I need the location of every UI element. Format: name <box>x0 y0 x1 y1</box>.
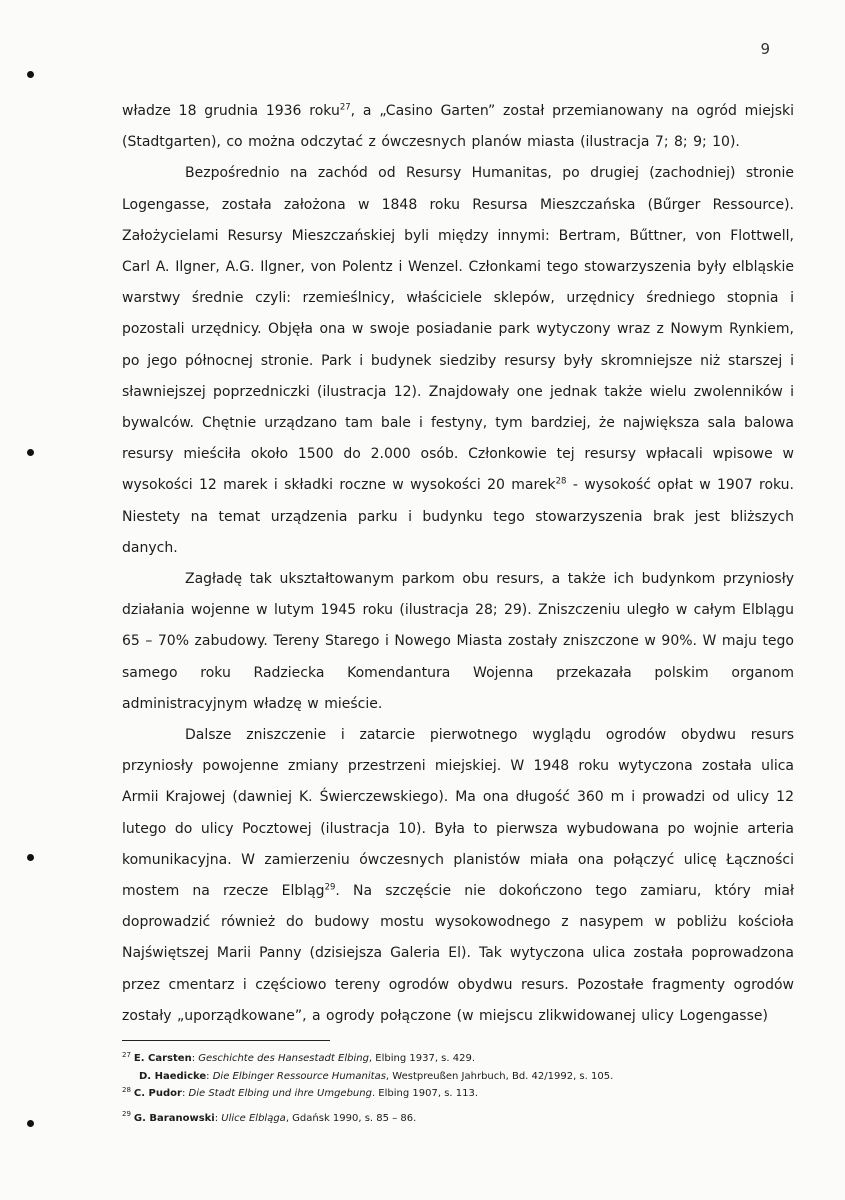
footnote-author: E. Carsten <box>133 1053 192 1064</box>
footnote-details: , Westpreußen Jahrbuch, Bd. 42/1992, s. 105. <box>385 1070 614 1082</box>
footnote-marker: 27 <box>122 1050 131 1059</box>
footnote: $^{29}$ G. Baranowski: Ulice Elbląga, Gdańsk 1990, s. 85 – 86. <box>122 1110 417 1124</box>
page-number: 9 <box>760 40 770 58</box>
footnote: $^{27}$ E. Carsten: Geschichte des Hansestadt Elbing, Elbing 1937, s. 429. <box>122 1050 476 1064</box>
footnote-marker: 28 <box>122 1085 131 1094</box>
main-text <box>122 96 794 1032</box>
paragraph <box>122 720 794 1032</box>
footnote-title: Geschichte des Hansestadt Elbing <box>198 1053 369 1064</box>
paragraph-text: Bezpośrednio na zachód od Resursy Humanitas, po drugiej (zachodniej) stronie Logengasse, została założona w 1848 roku Resursa Mieszczańska (Bűrger Ressource). Założycielami Resursy Mieszczańskiej byli między innymi: Bertram, Bűttner, von Flottwell, Carl A. Ilgner, A.G. Ilgner, von Polentz i Wenzel. Członkami tego stowarzyszenia były elbląskie warstwy średnie czyli: rzemieślnicy, właściciele sklepów, urzędnicy średniego stopnia i pozostali urzędnicy. Objęła ona w swoje posiadanie park wytyczony wraz z Nowym Rynkiem, po jego północnej stronie. Park i budynek siedziby resursy były skromniejsze niż starszej i sławniejszej poprzedniczki (ilustracja 12). Znajdowały one jednak także wielu zwolenników i bywalców. Chętnie urządzano tam bale i festyny, tym bardziej, że największa sala balowa resursy mieściła około 1500 do 2.000 osób. Członkowie tej resursy wpłacali wpisowe w wysokości 12 marek i składki roczne w wysokości 20 marek <box>122 165 794 494</box>
footnote-author: D. Haedicke <box>139 1070 207 1082</box>
footnote: $^{28}$ C. Pudor: Die Stadt Elbing und ihre Umgebung. Elbing 1907, s. 113. <box>122 1085 479 1100</box>
paragraph <box>122 564 794 720</box>
footnote-reference: 29 <box>324 882 336 893</box>
footnote-details: . Elbing 1907, s. 113. <box>371 1088 479 1100</box>
footnote: D. Haedicke: Die Elbinger Ressource Humanitas, Westpreußen Jahrbuch, Bd. 42/1992, s. 105. <box>139 1070 614 1082</box>
footnote-details: , Elbing 1937, s. 429. <box>368 1053 476 1064</box>
paragraph-text: . Na szczęście nie dokończono tego zamiaru, który miał doprowadzić również do budowy mostu wysokowodnego z nasypem w pobliżu kościoła Najświętszej Marii Panny (dzisiejsza Galeria El). Tak wytyczona ulica została poprowadzona przez cmentarz i częściowo tereny ogrodów obydwu resurs. Pozostałe fragmenty ogrodów zostały „uporządkowane”, a ogrody połączone (w miejscu zlikwidowanej ulicy Logengasse) <box>122 883 794 1024</box>
footnote-marker: 29 <box>122 1110 131 1119</box>
footnote-title: Die Stadt Elbing und ihre Umgebung <box>188 1088 372 1100</box>
footnote-title: Ulice Elbląga <box>221 1112 286 1124</box>
footnotes <box>122 1050 802 1127</box>
paragraph-text: - wysokość opłat w 1907 roku. Niestety na temat urządzenia parku i budynku tego stowarzyszenia brak jest bliższych danych. <box>122 477 795 556</box>
binder-hole-mark <box>27 71 34 78</box>
binder-hole-mark <box>27 1120 34 1127</box>
footnote-details: , Gdańsk 1990, s. 85 – 86. <box>285 1112 417 1124</box>
footnote-author: G. Baranowski <box>133 1112 215 1124</box>
footnote-reference: 28 <box>555 476 567 487</box>
footnote-separator <box>122 1040 330 1041</box>
paragraph-text: , a „Casino Garten” został przemianowany na ogród miejski (Stadtgarten), co można odczytać z ówczesnych planów miasta (ilustracja 7; 8; 9; 10). <box>122 103 794 151</box>
paragraph <box>122 158 794 564</box>
paragraph-text: Dalsze zniszczenie i zatarcie pierwotnego wyglądu ogrodów obydwu resurs przyniosły powojenne zmiany przestrzeni miejskiej. W 1948 roku wytyczona została ulica Armii Krajowej (dawniej K. Świerczewskiego). Ma ona długość 360 m i prowadzi od ulicy 12 lutego do ulicy Pocztowej (ilustracja 10). Była to pierwsza wybudowana po wojnie arteria komunikacyjna. W zamierzeniu ówczesnych planistów miała ona połączyć ulicę Łączności mostem na rzecze Elbląg <box>122 727 794 900</box>
paragraph-text: Zagładę tak ukształtowanym parkom obu resurs, a także ich budynkom przyniosły działania wojenne w lutym 1945 roku (ilustracja 28; 29). Zniszczeniu uległo w całym Elblągu 65 – 70% zabudowy. Tereny Starego i Nowego Miasta zostały zniszczone w 90%. W maju tego samego roku Radziecka Komendantura Wojenna przekazała polskim organom administracyjnym władzę w mieście. <box>122 571 794 712</box>
binder-hole-mark <box>27 854 34 861</box>
footnote-author: C. Pudor <box>133 1088 182 1100</box>
paragraph-text: władze 18 grudnia 1936 roku <box>122 103 340 119</box>
footnote-reference: 27 <box>339 102 351 113</box>
footnote-title: Die Elbinger Ressource Humanitas <box>212 1070 386 1082</box>
paragraph <box>122 96 794 158</box>
binder-hole-mark <box>27 449 34 456</box>
